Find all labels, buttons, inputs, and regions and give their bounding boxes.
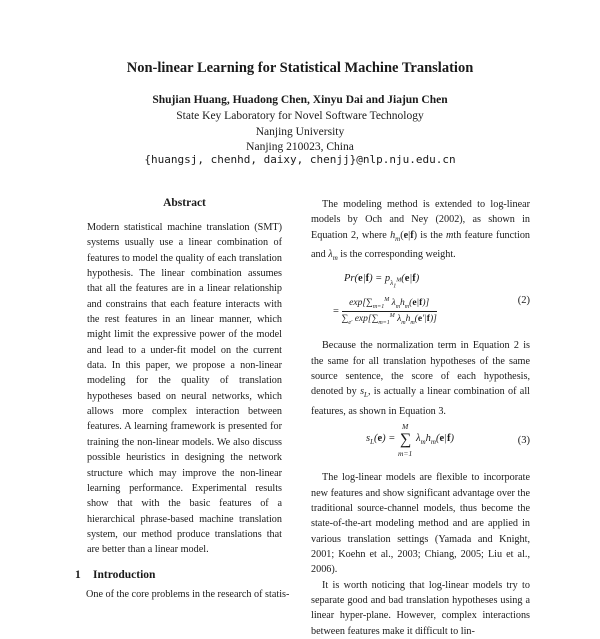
equation-2 [311, 273, 530, 331]
abstract-heading: Abstract [163, 197, 206, 209]
affiliation-university: Nanjing University [255, 126, 345, 138]
equation-2-fraction [342, 297, 437, 326]
right-column [311, 197, 530, 639]
paragraph-hyperplane: It is worth noticing that log-linear models try to separate good and bad translation hypotheses using a linear hyper-plane. However, complex interactions between features make it difficult to lin- [311, 579, 530, 637]
abstract-body: Modern statistical machine translation (SMT) systems usually use a linear combination of features to model the quality of each translation hypothesis. The linear combination assumes that all the features are in a linear relationship and constrains that each feature interacts with the rest features in an linear manner, which might limit the expressive power of the model and lead to a under-fit model on the current data. In this paper, we propose a non-linear modeling for the quality of translation hypotheses based on neural networks, which allows more complex interaction between features. A learning framework is presented for training the non-linear models. We also discuss possible heuristics in designing the network structure which may improve the non-linear learning performance. Experimental results show that with the basic features of a hierarchical phrase-based machine translation system, our method produce translations that are better than a linear model. [87, 222, 282, 556]
paragraph-normalization: Because the normalization term in Equation 2 is the same for all translation hypotheses of the same source sentence, the score of each hypothesis, denoted by $s_L$, is actually a linear combination of all features, as shown in Equation 3. [311, 340, 530, 417]
equation-3-expression: $s_L(e)$ = ∑ M m=1 $\lambda_mh_m(e|f)$ [366, 422, 455, 459]
equation-2-rhs: = $\frac{\exp[\sum_{m=1}^M \lambda_mh_m(e|f)]}{\sum_{e'} \exp[\sum_{m=1}^M \lambda_mh_m(e'|f)]}$ [333, 297, 437, 327]
introduction-first-line: One of the core problems in the research of statis- [86, 588, 290, 600]
equation-3-number: (3) [517, 435, 530, 447]
authors: Shujian Huang, Huadong Chen, Xinyu Dai and Jiajun Chen [152, 94, 448, 106]
affiliation-city: Nanjing 210023, China [246, 141, 354, 153]
equation-2-denominator: $\sum_{e'}$ $\exp[\sum_{m=1}^M$ $\lambda_mh_m(e'|f)$] [341, 313, 437, 327]
section-heading-introduction [75, 569, 294, 581]
equation-3 [311, 422, 530, 463]
summation-symbol: ∑ M m=1 [398, 422, 413, 459]
equation-2-lhs: $Pr(e|f) = p_{\lambda_1^M}(e|f)$ [344, 273, 420, 289]
section-number: 1 [75, 568, 81, 581]
paper-title: Non-linear Learning for Statistical Machine Translation [126, 60, 474, 76]
equation-2-number: (2) [517, 295, 530, 307]
equation-2-numerator: $\exp[\sum_{m=1}^M$ $\lambda_mh_m(e|f)$] [342, 297, 437, 312]
author-email: {huangsj, chenhd, daixy, chenjj}@nlp.nju.edu.cn [144, 153, 456, 166]
section-title: Introduction [93, 568, 156, 581]
paragraph-loglinear-intro: The modeling method is extended to log-linear models by Och and Ney (2002), as shown in Equation 2, where $h_m(e|f)$ is the mth feature function and $\lambda_m$ is the corresponding weight. [311, 199, 531, 263]
affiliation-lab: State Key Laboratory for Novel Software Technology [176, 110, 424, 122]
paragraph-loglinear-advantages: The log-linear models are flexible to incorporate new features and show significant advantage over the traditional source-channel models, thus become the state-of-the-art modeling method and are applied in various translation settings (Yamada and Knight, 2001; Koehn et al., 2003; Chiang, 2005; Liu et al., 2006). [311, 472, 530, 576]
left-column [75, 197, 294, 602]
